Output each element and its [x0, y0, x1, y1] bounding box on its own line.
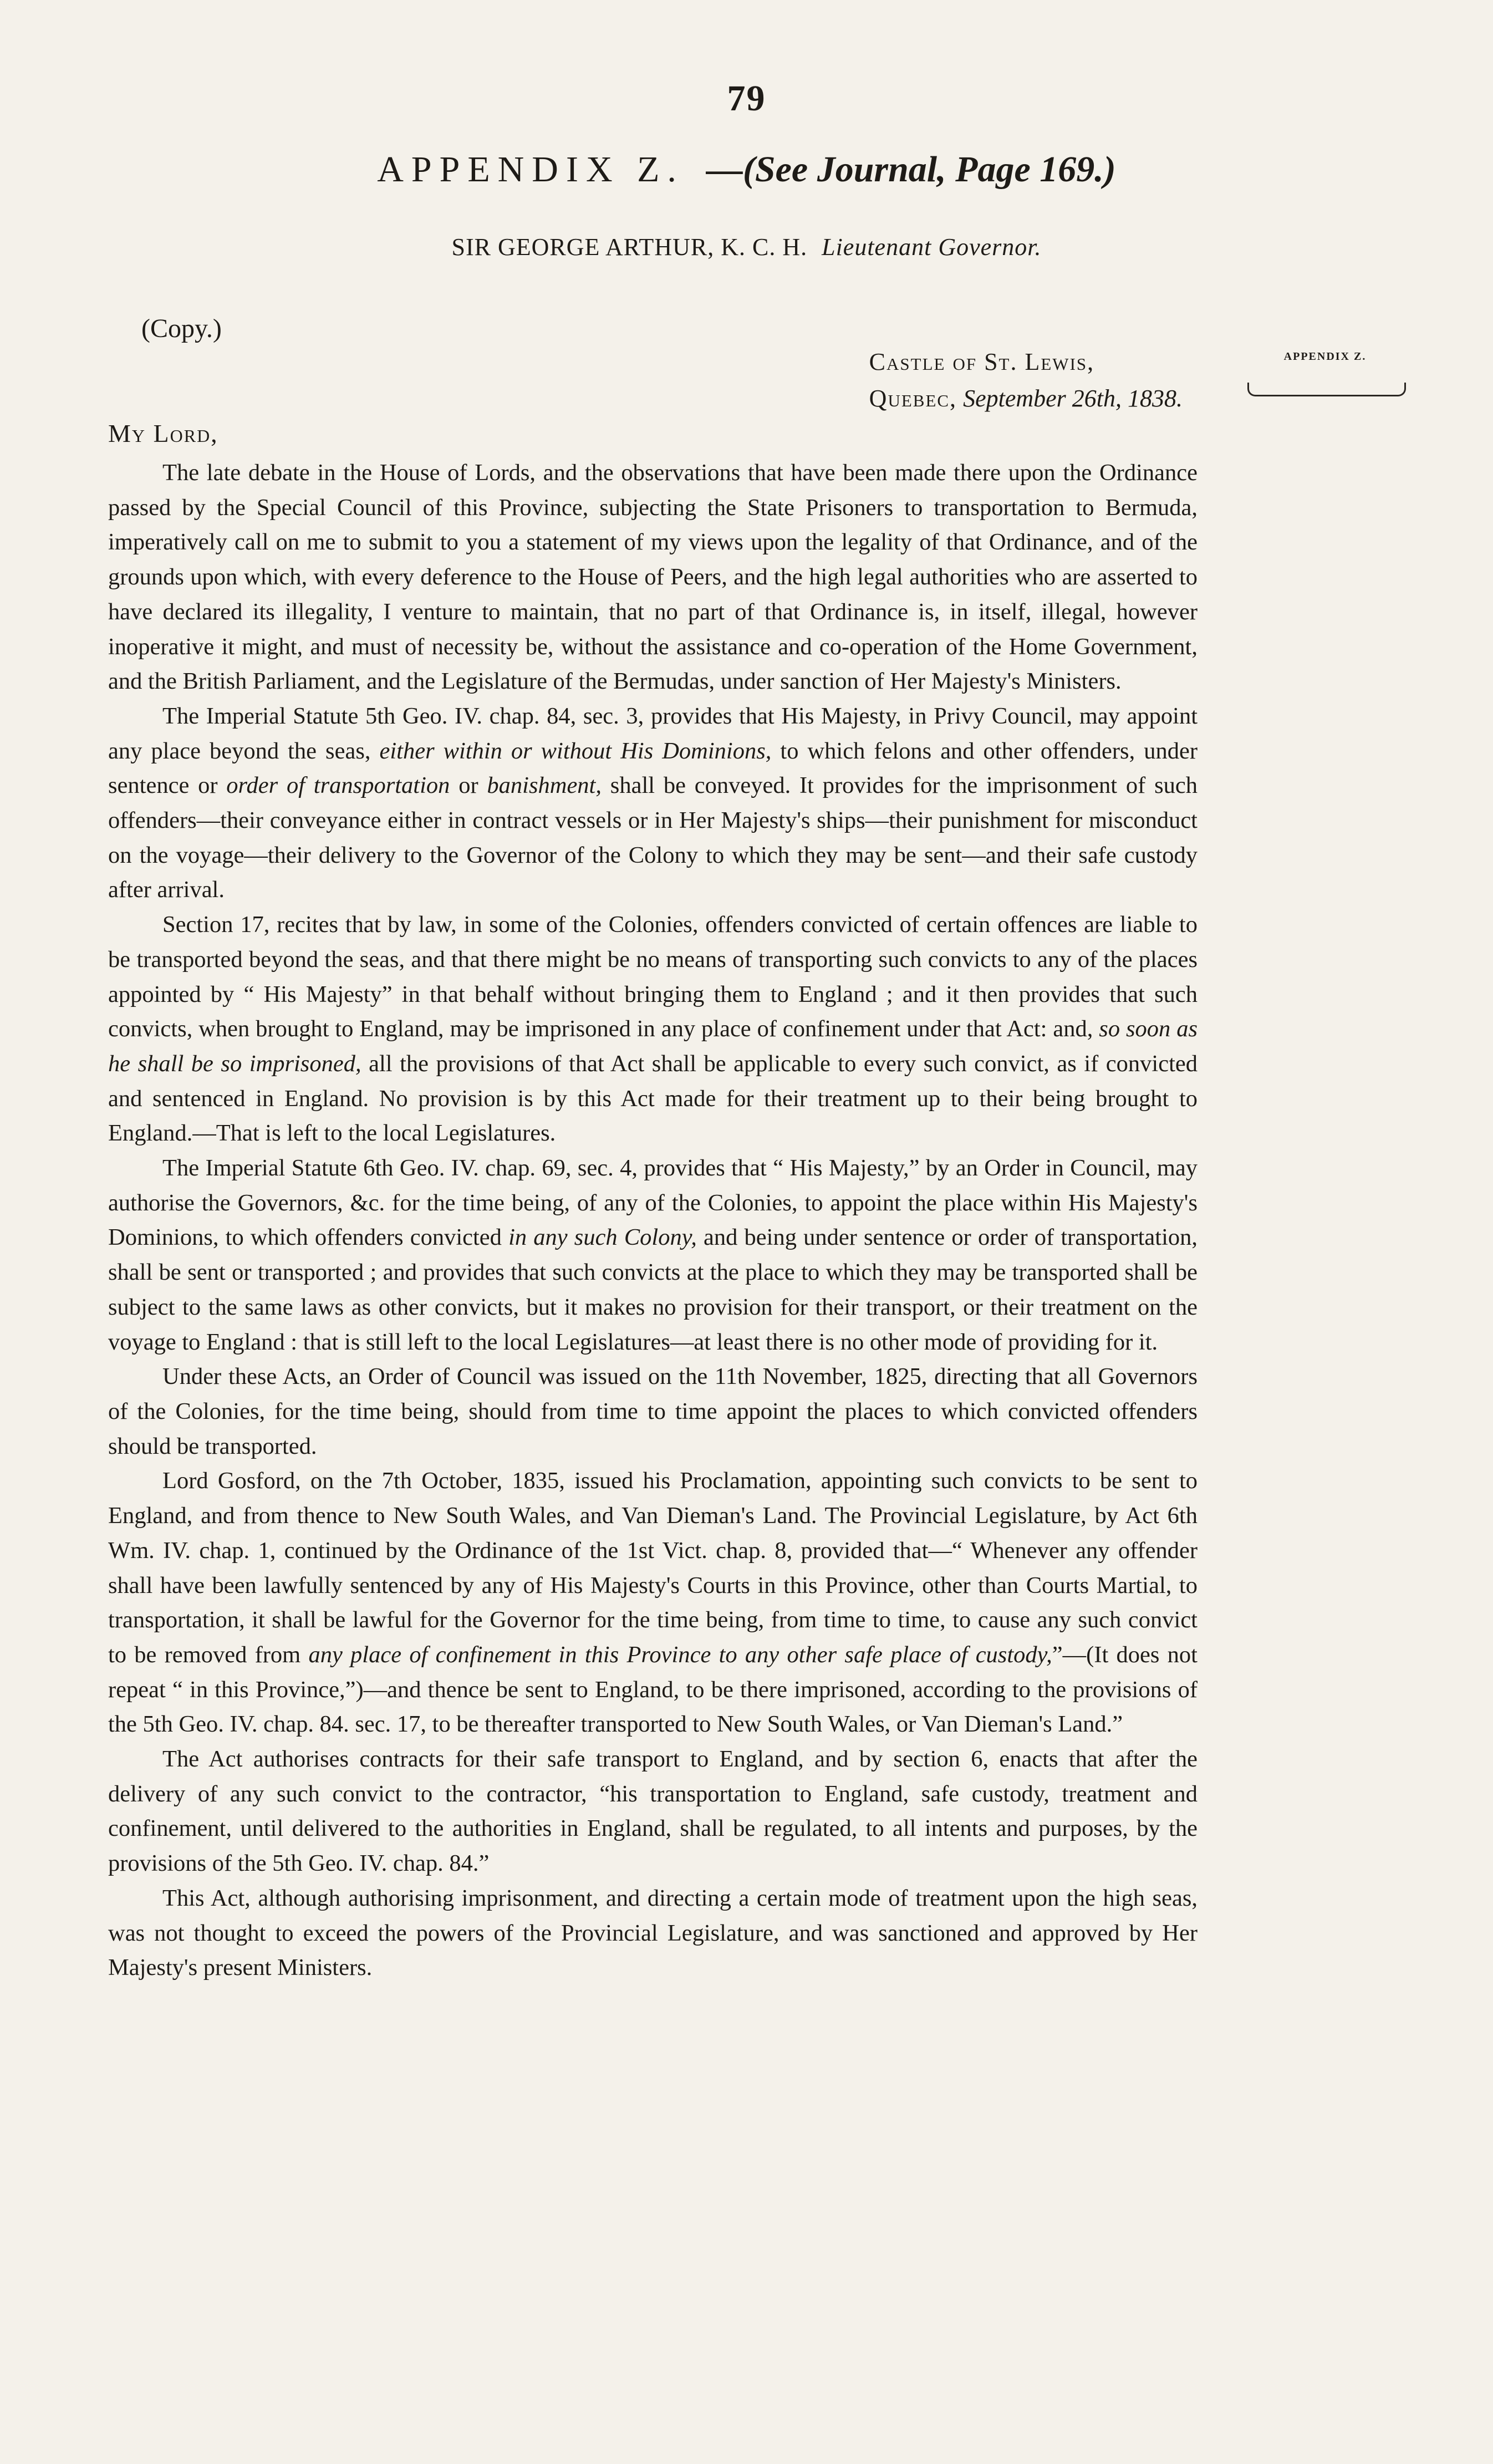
- paragraph: [108, 1742, 1198, 1881]
- letter-address: [869, 344, 1183, 417]
- paragraph: [108, 456, 1198, 699]
- italic-text: banishment,: [487, 772, 602, 799]
- paragraph-text: This Act, although authorising imprisonment, and directing a certain mode of treatment upon the high seas, was not thought to exceed the powers of the Provincial Legislature, and was sanctioned and approved by Her Majesty's present Ministers.: [108, 1885, 1198, 1981]
- italic-text: so soon as he shall be so imprisoned,: [108, 1016, 1198, 1077]
- copy-label: (Copy.): [141, 314, 222, 343]
- page-number: 79: [727, 78, 766, 119]
- address-city: Quebec,: [869, 385, 957, 412]
- address-date-line: [869, 380, 1183, 417]
- governor-name: SIR GEORGE ARTHUR, K. C. H.: [451, 233, 808, 261]
- paragraph-text: The late debate in the House of Lords, and the observations that have been made there upon the Ordinance passed by the Special Council of this Province, subjecting the State Prisoners to transportation to Bermuda, imperatively call on me to submit to you a statement of my views upon the legality of that Ordinance, and of the grounds upon which, with every deference to the House of Peers, and the high legal authorities who are asserted to have declared its illegality, I venture to maintain, that no part of that Ordinance is, in itself, illegal, however inoperative it might, and must of necessity be, without the assistance and co-operation of the Home Government, and the British Parliament, and the Legislature of the Bermudas, under sanction of Her Majesty's Ministers.: [108, 460, 1198, 695]
- italic-text: in any such Colony,: [508, 1224, 697, 1251]
- governor-line: [0, 233, 1493, 261]
- paragraph-text: The Imperial Statute 6th Geo. IV. chap. 69, sec. 4, provides that “ His Majesty,” by an Order in Council, may authorise the Governors, &c. for the time being, of any of the Colonies, to appoint the place within His Majesty's Dominions, to which offenders convicted: [108, 1155, 1198, 1251]
- journal-reference: —(See Journal, Page 169.): [706, 149, 1116, 190]
- paragraph-text: ”—(It does not repeat “ in this Province,”)—and thence be sent to England, to be there imprisoned, according to the provisions of the 5th Geo. IV. chap. 84. sec. 17, to be thereafter transported to New South Wales, or Van Dieman's Land.”: [108, 1641, 1198, 1738]
- paragraph-text: and being under sentence or order of transportation, shall be sent or transported ; and provides that such convicts at the place to which they may be transported shall be subject to the same laws as other convicts, but it makes no provision for their transport, or their treatment on the voyage to England : that is still left to the local Legislatures—at least there is no other mode of providing for it.: [108, 1224, 1198, 1355]
- margin-note: APPENDIX Z.: [1283, 350, 1367, 363]
- paragraph: [108, 908, 1198, 1151]
- italic-text: any place of confinement in this Province to any other safe place of custody,: [308, 1641, 1052, 1668]
- paragraph-text: The Act authorises contracts for their safe transport to England, and by section 6, enacts that after the delivery of any such convict to the contractor, “his transportation to England, safe custody, treatment and confinement, until delivered to the authorities in England, shall be regulated, to all intents and purposes, by the provisions of the 5th Geo. IV. chap. 84.”: [108, 1746, 1198, 1877]
- italic-text: order of transportation: [226, 772, 450, 799]
- paragraph-text: Lord Gosford, on the 7th October, 1835, issued his Proclamation, appointing such convicts to be sent to England, and from thence to New South Wales, and Van Dieman's Land. The Provincial Legislature, by Act 6th Wm. IV. chap. 1, continued by the Ordinance of the 1st Vict. chap. 8, provided that—“ Whenever any offender shall have been lawfully sentenced by any of His Majesty's Courts in this Province, other than Courts Martial, to transportation, it shall be lawful for the Governor for the time being, from time to time, to cause any such convict to be removed from: [108, 1468, 1198, 1668]
- appendix-title: APPENDIX Z.: [377, 149, 684, 190]
- paragraph: [108, 1151, 1198, 1360]
- italic-text: either within or without His Dominions,: [379, 737, 772, 764]
- paragraph-text: to which felons and other offenders, under sentence or: [108, 737, 1198, 799]
- address-date: September 26th, 1838.: [963, 385, 1183, 412]
- paragraph-text: The Imperial Statute 5th Geo. IV. chap. 84, sec. 3, provides that His Majesty, in Privy Council, may appoint any place beyond the seas,: [108, 702, 1198, 764]
- paragraph-text: or: [450, 772, 487, 799]
- paragraph-text: Under these Acts, an Order of Council was issued on the 11th November, 1825, directing that all Governors of the Colonies, for the time being, should from time to time appoint the places to which convicted offenders should be transported.: [108, 1363, 1198, 1459]
- salutation: My Lord,: [108, 419, 218, 447]
- margin-brace: [1247, 383, 1406, 396]
- paragraph: [108, 699, 1198, 908]
- paragraph: [108, 1360, 1198, 1464]
- appendix-heading: [0, 149, 1493, 191]
- paragraph-text: all the provisions of that Act shall be applicable to every such convict, as if convicted and sentenced in England. No provision is by this Act made for their treatment up to their being brought to England.—That is left to the local Legislatures.: [108, 1050, 1198, 1147]
- governor-title: Lieutenant Governor.: [822, 233, 1042, 261]
- paragraph-text: Section 17, recites that by law, in some of the Colonies, offenders convicted of certain offences are liable to be transported beyond the seas, and that there might be no means of transporting such convicts to any of the places appointed by “ His Majesty” in that behalf without bringing them to England ; and it then provides that such convicts, when brought to England, may be imprisoned in any place of confinement under that Act: and,: [108, 912, 1198, 1042]
- paragraph: [108, 1881, 1198, 1986]
- paragraph: [108, 1464, 1198, 1742]
- letter-body: [108, 456, 1198, 1986]
- paragraph-text: shall be conveyed. It provides for the imprisonment of such offenders—their conveyance either in contract vessels or in Her Majesty's ships—their punishment for misconduct on the voyage—their delivery to the Governor of the Colony to which they may be sent—and their safe custody after arrival.: [108, 772, 1198, 903]
- address-line: Castle of St. Lewis,: [869, 348, 1095, 375]
